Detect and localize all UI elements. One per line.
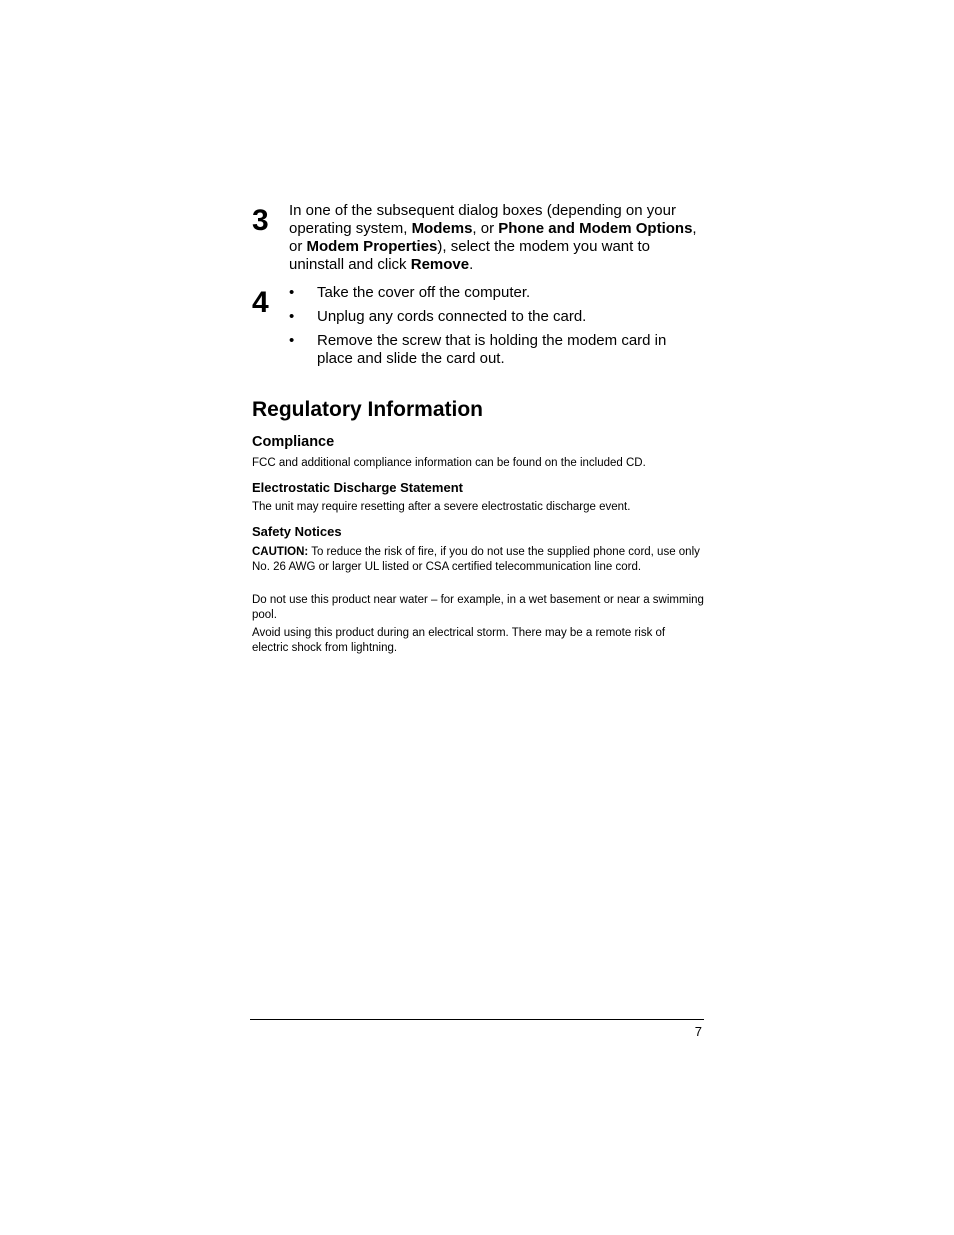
section-title: Regulatory Information xyxy=(252,398,484,421)
esd-heading: Electrostatic Discharge Statement xyxy=(252,480,463,495)
water-paragraph: Do not use this product near water – for example, in a wet basement or near a swimming pool. xyxy=(252,594,704,621)
compliance-heading: Compliance xyxy=(252,434,335,450)
step-3-text: In one of the subsequent dialog boxes (depending on your operating system, Modems, or Phone and Modem Options, or Modem Properties), select the modem you want to uninstall and click Remove. xyxy=(289,202,697,273)
bullet-icon: • xyxy=(289,308,295,325)
caution-paragraph: CAUTION: To reduce the risk of fire, if you do not use the supplied phone cord, use only No. 26 AWG or larger UL listed or CSA certified telecommunication line cord. xyxy=(252,546,700,573)
step-4 xyxy=(252,284,704,374)
caution-label: CAUTION: xyxy=(252,546,309,558)
step-3 xyxy=(252,202,704,278)
list-item: • Take the cover off the computer. xyxy=(289,284,531,301)
esd-text: The unit may require resetting after a severe electrostatic discharge event. xyxy=(252,501,631,513)
storm-paragraph: Avoid using this product during an electrical storm. There may be a remote risk of electric shock from lightning. xyxy=(252,627,666,654)
step-number: 3 xyxy=(252,204,269,237)
phone-modem-options-label: Phone and Modem Options xyxy=(498,220,693,237)
step-4-list-container xyxy=(289,284,704,374)
remove-label: Remove xyxy=(410,256,470,273)
modems-label: Modems xyxy=(411,220,473,237)
compliance-text: FCC and additional compliance information can be found on the included CD. xyxy=(252,457,646,469)
bullet-icon: • xyxy=(289,284,295,301)
step-number: 4 xyxy=(252,286,269,319)
page-number: 7 xyxy=(694,1024,702,1039)
list-item: • Remove the screw that is holding the modem card in place and slide the card out. xyxy=(289,332,667,367)
step-4-list xyxy=(289,284,704,368)
safety-heading: Safety Notices xyxy=(252,524,342,539)
modem-properties-label: Modem Properties xyxy=(306,238,438,255)
list-item: • Unplug any cords connected to the card. xyxy=(289,308,587,325)
footer-divider xyxy=(250,1019,704,1020)
bullet-icon: • xyxy=(289,332,295,349)
